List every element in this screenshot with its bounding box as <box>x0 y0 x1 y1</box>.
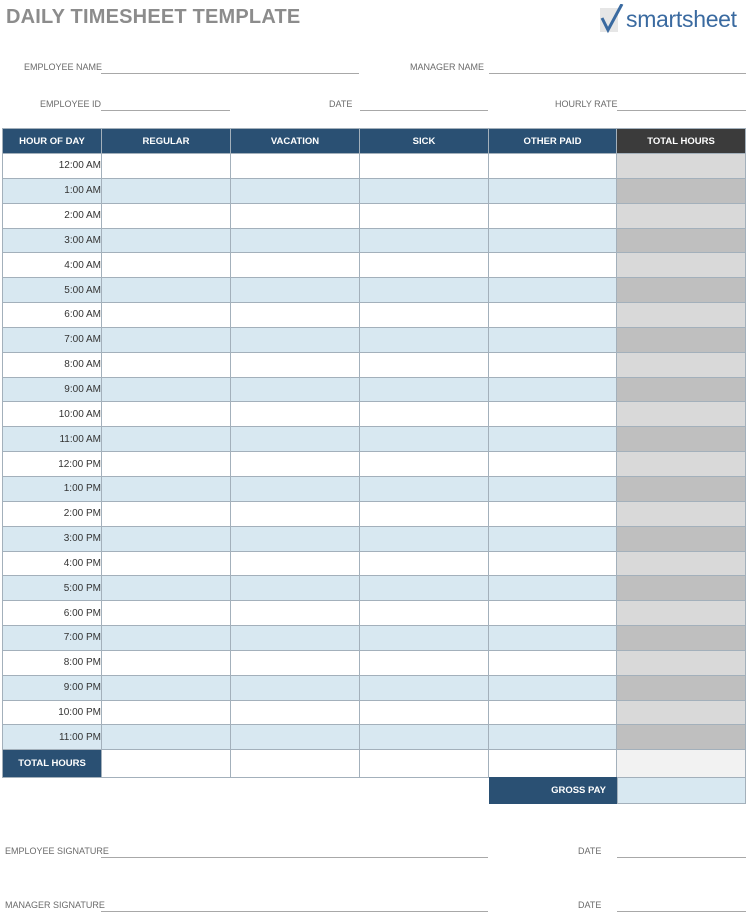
total-hours-cell <box>617 352 746 377</box>
sick-cell[interactable] <box>360 352 489 377</box>
regular-cell[interactable] <box>102 203 231 228</box>
table-row <box>3 725 746 750</box>
other-paid-cell[interactable] <box>489 278 617 303</box>
regular-cell[interactable] <box>102 377 231 402</box>
total-hours-cell <box>617 178 746 203</box>
regular-cell[interactable] <box>102 452 231 477</box>
employee-id-label: EMPLOYEE ID <box>40 99 102 109</box>
manager-signature-date-field[interactable] <box>617 911 746 912</box>
other-paid-cell[interactable] <box>489 402 617 427</box>
other-paid-cell[interactable] <box>489 725 617 750</box>
sick-cell[interactable] <box>360 278 489 303</box>
total-hours-cell <box>617 725 746 750</box>
employee-signature-date-field[interactable] <box>617 857 746 858</box>
employee-signature-label: EMPLOYEE SIGNATURE <box>5 846 109 856</box>
total-hours-cell <box>617 675 746 700</box>
other-paid-cell[interactable] <box>489 551 617 576</box>
hour-cell: 12:00 AM <box>3 154 102 179</box>
other-paid-cell[interactable] <box>489 675 617 700</box>
table-row <box>3 352 746 377</box>
hour-cell: 1:00 AM <box>3 178 102 203</box>
sick-cell[interactable] <box>360 377 489 402</box>
regular-cell[interactable] <box>102 725 231 750</box>
other-paid-cell[interactable] <box>489 203 617 228</box>
total-hours-cell <box>617 700 746 725</box>
vacation-cell[interactable] <box>231 576 360 601</box>
sick-cell[interactable] <box>360 452 489 477</box>
vacation-cell[interactable] <box>231 700 360 725</box>
other-paid-cell[interactable] <box>489 327 617 352</box>
hour-cell: 8:00 PM <box>3 650 102 675</box>
vacation-cell[interactable] <box>231 452 360 477</box>
header-total-hours: TOTAL HOURS <box>617 129 746 154</box>
regular-cell[interactable] <box>102 601 231 626</box>
other-paid-cell[interactable] <box>489 476 617 501</box>
hour-cell: 7:00 PM <box>3 626 102 651</box>
other-paid-cell[interactable] <box>489 303 617 328</box>
total-hours-cell <box>617 650 746 675</box>
vacation-cell[interactable] <box>231 377 360 402</box>
hour-cell: 5:00 AM <box>3 278 102 303</box>
other-paid-cell[interactable] <box>489 377 617 402</box>
hour-cell: 2:00 PM <box>3 501 102 526</box>
hour-cell: 9:00 PM <box>3 675 102 700</box>
employee-name-label: EMPLOYEE NAME <box>24 62 103 72</box>
other-paid-cell[interactable] <box>489 178 617 203</box>
hour-cell: 5:00 PM <box>3 576 102 601</box>
vacation-cell[interactable] <box>231 178 360 203</box>
hour-cell: 11:00 AM <box>3 427 102 452</box>
table-row <box>3 452 746 477</box>
employee-signature-date-label: DATE <box>578 846 602 856</box>
hourly-rate-label: HOURLY RATE <box>555 99 618 109</box>
hour-cell: 12:00 PM <box>3 452 102 477</box>
regular-cell[interactable] <box>102 551 231 576</box>
regular-cell[interactable] <box>102 650 231 675</box>
table-row <box>3 526 746 551</box>
manager-name-label: MANAGER NAME <box>410 62 485 72</box>
manager-signature-field[interactable] <box>101 911 488 912</box>
hour-cell: 4:00 PM <box>3 551 102 576</box>
table-row <box>3 303 746 328</box>
table-row <box>3 476 746 501</box>
table-row <box>3 700 746 725</box>
other-paid-cell[interactable] <box>489 427 617 452</box>
hour-cell: 3:00 PM <box>3 526 102 551</box>
total-hours-cell <box>617 253 746 278</box>
regular-cell[interactable] <box>102 178 231 203</box>
total-hours-cell <box>617 576 746 601</box>
vacation-cell[interactable] <box>231 402 360 427</box>
regular-cell[interactable] <box>102 476 231 501</box>
total-hours-cell <box>617 203 746 228</box>
table-row <box>3 427 746 452</box>
table-header-row <box>3 129 746 154</box>
hour-cell: 7:00 AM <box>3 327 102 352</box>
total-hours-cell <box>617 427 746 452</box>
other-paid-cell[interactable] <box>489 576 617 601</box>
vacation-cell[interactable] <box>231 427 360 452</box>
total-hours-cell <box>617 154 746 179</box>
other-paid-cell[interactable] <box>489 352 617 377</box>
sick-cell[interactable] <box>360 402 489 427</box>
other-paid-cell[interactable] <box>489 154 617 179</box>
sick-cell[interactable] <box>360 700 489 725</box>
sick-cell[interactable] <box>360 526 489 551</box>
regular-cell[interactable] <box>102 278 231 303</box>
hourly-rate-field[interactable] <box>617 110 746 111</box>
header-vacation: VACATION <box>231 129 360 154</box>
other-paid-cell[interactable] <box>489 452 617 477</box>
vacation-cell[interactable] <box>231 327 360 352</box>
sick-cell[interactable] <box>360 228 489 253</box>
date-field[interactable] <box>360 110 488 111</box>
total-sick-cell[interactable] <box>360 750 489 778</box>
total-hours-cell <box>617 303 746 328</box>
total-hours-cell <box>617 377 746 402</box>
hour-cell: 3:00 AM <box>3 228 102 253</box>
gross-pay-label: GROSS PAY <box>489 777 617 804</box>
sick-cell[interactable] <box>360 501 489 526</box>
total-hours-cell <box>617 501 746 526</box>
vacation-cell[interactable] <box>231 675 360 700</box>
table-row <box>3 178 746 203</box>
vacation-cell[interactable] <box>231 154 360 179</box>
regular-cell[interactable] <box>102 526 231 551</box>
hour-cell: 2:00 AM <box>3 203 102 228</box>
regular-cell[interactable] <box>102 427 231 452</box>
timesheet-table <box>2 128 746 778</box>
page-title: DAILY TIMESHEET TEMPLATE <box>6 6 301 28</box>
regular-cell[interactable] <box>102 228 231 253</box>
table-row <box>3 675 746 700</box>
sick-cell[interactable] <box>360 650 489 675</box>
regular-cell[interactable] <box>102 501 231 526</box>
checkmark-icon <box>598 4 624 34</box>
total-hours-cell <box>617 601 746 626</box>
gross-pay-cell <box>617 777 746 804</box>
regular-cell[interactable] <box>102 154 231 179</box>
hour-cell: 10:00 AM <box>3 402 102 427</box>
sick-cell[interactable] <box>360 203 489 228</box>
total-hours-cell <box>617 526 746 551</box>
vacation-cell[interactable] <box>231 601 360 626</box>
hour-cell: 6:00 AM <box>3 303 102 328</box>
manager-signature-date-label: DATE <box>578 900 602 910</box>
table-row <box>3 278 746 303</box>
regular-cell[interactable] <box>102 700 231 725</box>
logo-text: smartsheet <box>626 5 737 32</box>
regular-cell[interactable] <box>102 675 231 700</box>
smartsheet-logo <box>598 2 737 36</box>
manager-signature-label: MANAGER SIGNATURE <box>5 900 105 910</box>
table-row <box>3 402 746 427</box>
table-row <box>3 253 746 278</box>
sick-cell[interactable] <box>360 427 489 452</box>
regular-cell[interactable] <box>102 253 231 278</box>
vacation-cell[interactable] <box>231 551 360 576</box>
sick-cell[interactable] <box>360 303 489 328</box>
total-hours-cell <box>617 476 746 501</box>
total-hours-cell <box>617 452 746 477</box>
vacation-cell[interactable] <box>231 650 360 675</box>
sick-cell[interactable] <box>360 327 489 352</box>
total-hours-cell <box>617 228 746 253</box>
header-other-paid: OTHER PAID <box>489 129 617 154</box>
table-row <box>3 650 746 675</box>
table-row <box>3 377 746 402</box>
sick-cell[interactable] <box>360 576 489 601</box>
other-paid-cell[interactable] <box>489 601 617 626</box>
other-paid-cell[interactable] <box>489 501 617 526</box>
other-paid-cell[interactable] <box>489 526 617 551</box>
date-label: DATE <box>329 99 353 109</box>
total-hours-cell <box>617 327 746 352</box>
vacation-cell[interactable] <box>231 501 360 526</box>
vacation-cell[interactable] <box>231 352 360 377</box>
employee-name-field[interactable] <box>101 73 359 74</box>
table-row <box>3 154 746 179</box>
other-paid-cell[interactable] <box>489 700 617 725</box>
total-hours-cell <box>617 626 746 651</box>
total-regular-cell[interactable] <box>102 750 231 778</box>
table-row <box>3 203 746 228</box>
sick-cell[interactable] <box>360 178 489 203</box>
employee-signature-field[interactable] <box>101 857 488 858</box>
hour-cell: 1:00 PM <box>3 476 102 501</box>
total-hours-row <box>3 750 746 778</box>
total-hours-label: TOTAL HOURS <box>3 750 102 778</box>
vacation-cell[interactable] <box>231 725 360 750</box>
hour-cell: 11:00 PM <box>3 725 102 750</box>
hour-cell: 10:00 PM <box>3 700 102 725</box>
other-paid-cell[interactable] <box>489 228 617 253</box>
regular-cell[interactable] <box>102 303 231 328</box>
header-hour-of-day: HOUR OF DAY <box>3 129 102 154</box>
table-row <box>3 327 746 352</box>
table-row <box>3 228 746 253</box>
grand-total-cell <box>617 750 746 778</box>
employee-id-field[interactable] <box>101 110 230 111</box>
regular-cell[interactable] <box>102 327 231 352</box>
sick-cell[interactable] <box>360 551 489 576</box>
sick-cell[interactable] <box>360 154 489 179</box>
header-regular: REGULAR <box>102 129 231 154</box>
vacation-cell[interactable] <box>231 253 360 278</box>
regular-cell[interactable] <box>102 576 231 601</box>
total-hours-cell <box>617 278 746 303</box>
vacation-cell[interactable] <box>231 303 360 328</box>
other-paid-cell[interactable] <box>489 650 617 675</box>
vacation-cell[interactable] <box>231 203 360 228</box>
table-row <box>3 576 746 601</box>
sick-cell[interactable] <box>360 725 489 750</box>
table-row <box>3 551 746 576</box>
table-row <box>3 626 746 651</box>
regular-cell[interactable] <box>102 402 231 427</box>
vacation-cell[interactable] <box>231 278 360 303</box>
hour-cell: 8:00 AM <box>3 352 102 377</box>
sick-cell[interactable] <box>360 476 489 501</box>
total-other-paid-cell[interactable] <box>489 750 617 778</box>
vacation-cell[interactable] <box>231 526 360 551</box>
table-row <box>3 601 746 626</box>
regular-cell[interactable] <box>102 352 231 377</box>
table-row <box>3 501 746 526</box>
total-hours-cell <box>617 551 746 576</box>
other-paid-cell[interactable] <box>489 253 617 278</box>
vacation-cell[interactable] <box>231 626 360 651</box>
total-hours-cell <box>617 402 746 427</box>
other-paid-cell[interactable] <box>489 626 617 651</box>
hour-cell: 6:00 PM <box>3 601 102 626</box>
header-sick: SICK <box>360 129 489 154</box>
sick-cell[interactable] <box>360 626 489 651</box>
vacation-cell[interactable] <box>231 476 360 501</box>
total-vacation-cell[interactable] <box>231 750 360 778</box>
hour-cell: 4:00 AM <box>3 253 102 278</box>
sick-cell[interactable] <box>360 253 489 278</box>
sick-cell[interactable] <box>360 675 489 700</box>
regular-cell[interactable] <box>102 626 231 651</box>
manager-name-field[interactable] <box>489 73 746 74</box>
vacation-cell[interactable] <box>231 228 360 253</box>
sick-cell[interactable] <box>360 601 489 626</box>
hour-cell: 9:00 AM <box>3 377 102 402</box>
